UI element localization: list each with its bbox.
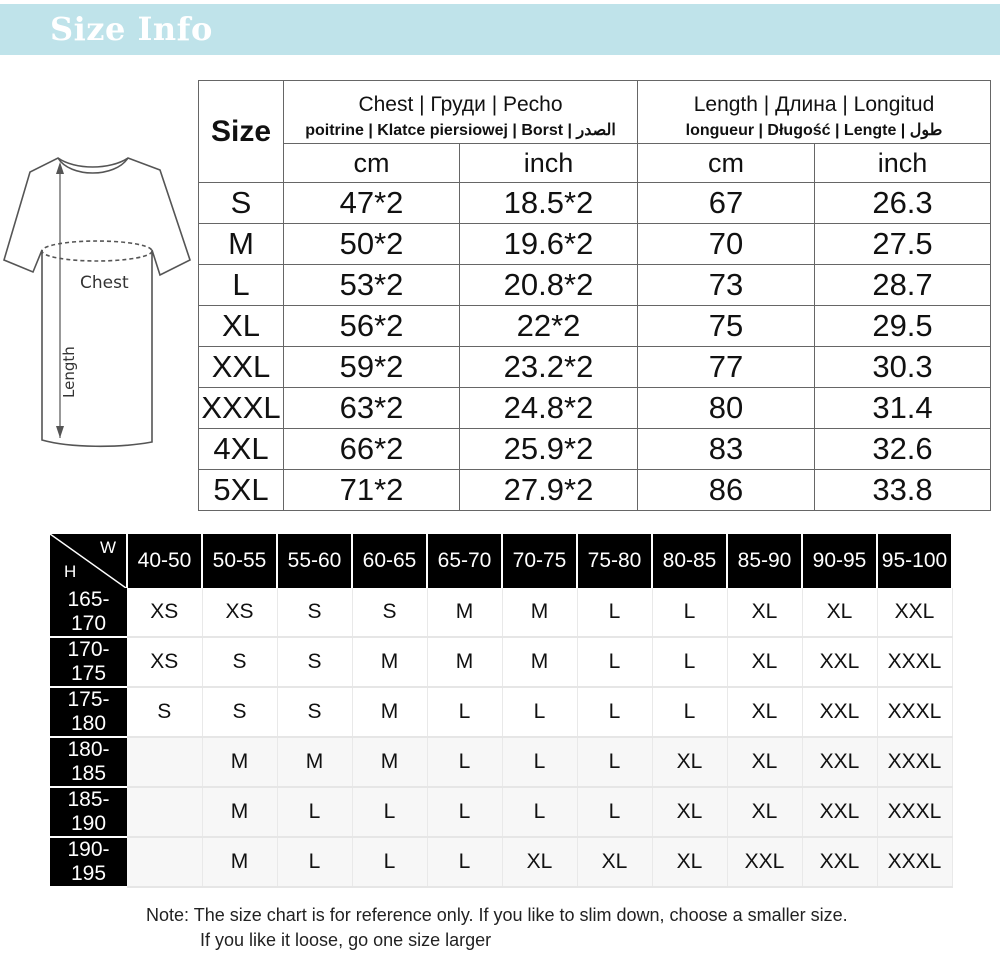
size-recommendation-cell: XS [202, 588, 277, 637]
size-recommendation-cell [127, 837, 202, 887]
size-recommendation-cell: L [277, 837, 352, 887]
size-recommendation-cell: XXXL [877, 787, 952, 837]
size-cell: XL [199, 306, 284, 347]
size-recommendation-cell: XL [727, 588, 802, 637]
unit-length-cm: cm [638, 144, 815, 183]
length-cm-cell: 80 [638, 388, 815, 429]
height-row [50, 588, 952, 637]
weight-column-header: 85-90 [727, 534, 802, 588]
chest-inch-cell: 24.8*2 [460, 388, 638, 429]
size-recommendation-cell: L [577, 637, 652, 687]
height-row-header: 175-180 [50, 687, 127, 737]
length-subheader: longueur | Długość | Lengte | طول [638, 117, 991, 144]
size-recommendation-cell: XL [727, 687, 802, 737]
chest-inch-cell: 18.5*2 [460, 183, 638, 224]
size-recommendation-cell: XS [127, 637, 202, 687]
chest-cm-cell: 53*2 [284, 265, 460, 306]
size-recommendation-cell: L [577, 588, 652, 637]
length-inch-cell: 26.3 [815, 183, 991, 224]
length-header: Length | Длина | Longitud [638, 81, 991, 118]
length-inch-cell: 28.7 [815, 265, 991, 306]
length-label: Length [60, 346, 78, 398]
size-recommendation-cell: L [352, 837, 427, 887]
length-cm-cell: 77 [638, 347, 815, 388]
size-recommendation-cell: XXL [802, 687, 877, 737]
size-recommendation-cell: XXL [802, 737, 877, 787]
size-cell: XXL [199, 347, 284, 388]
size-header: Size [199, 81, 284, 183]
size-recommendation-cell: M [427, 637, 502, 687]
chest-inch-cell: 19.6*2 [460, 224, 638, 265]
weight-column-header: 90-95 [802, 534, 877, 588]
size-recommendation-cell: L [427, 737, 502, 787]
height-row [50, 687, 952, 737]
length-inch-cell: 33.8 [815, 470, 991, 511]
size-recommendation-cell: XL [502, 837, 577, 887]
size-recommendation-cell: M [427, 588, 502, 637]
length-inch-cell: 31.4 [815, 388, 991, 429]
size-recommendation-cell: M [352, 737, 427, 787]
height-row [50, 837, 952, 887]
size-recommendation-cell: L [502, 737, 577, 787]
length-cm-cell: 75 [638, 306, 815, 347]
chest-subheader: poitrine | Klatce piersiowej | Borst | الصدر [284, 117, 638, 144]
size-recommendation-cell: L [652, 588, 727, 637]
size-recommendation-cell: XL [727, 787, 802, 837]
size-cell: S [199, 183, 284, 224]
size-recommendation-cell: L [427, 787, 502, 837]
size-recommendation-cell: L [652, 687, 727, 737]
size-row [199, 388, 991, 429]
size-recommendation-cell: L [427, 687, 502, 737]
weight-column-header: 65-70 [427, 534, 502, 588]
size-recommendation-cell: L [577, 737, 652, 787]
size-recommendation-cell: M [202, 737, 277, 787]
unit-length-inch: inch [815, 144, 991, 183]
chest-cm-cell: 66*2 [284, 429, 460, 470]
weight-column-header: 95-100 [877, 534, 952, 588]
chest-inch-cell: 27.9*2 [460, 470, 638, 511]
size-recommendation-cell: XXXL [877, 687, 952, 737]
size-recommendation-cell: XXXL [877, 637, 952, 687]
chest-header: Chest | Груди | Pecho [284, 81, 638, 118]
size-recommendation-cell: XS [127, 588, 202, 637]
height-row-header: 185-190 [50, 787, 127, 837]
tshirt-diagram [0, 150, 195, 450]
header-banner [0, 4, 1000, 55]
size-recommendation-cell: XXXL [877, 837, 952, 887]
size-recommendation-cell: L [577, 687, 652, 737]
length-inch-cell: 30.3 [815, 347, 991, 388]
size-recommendation-cell: XL [652, 737, 727, 787]
weight-column-header: 70-75 [502, 534, 577, 588]
height-weight-table [50, 534, 953, 888]
size-recommendation-cell: XXL [802, 837, 877, 887]
size-recommendation-cell: S [277, 588, 352, 637]
size-recommendation-cell: S [352, 588, 427, 637]
weight-axis-label: W [99, 538, 116, 557]
weight-column-header: 55-60 [277, 534, 352, 588]
size-cell: 4XL [199, 429, 284, 470]
height-row [50, 637, 952, 687]
size-recommendation-cell: XXL [802, 637, 877, 687]
length-cm-cell: 67 [638, 183, 815, 224]
size-recommendation-cell: M [352, 687, 427, 737]
chest-cm-cell: 50*2 [284, 224, 460, 265]
chest-inch-cell: 20.8*2 [460, 265, 638, 306]
size-recommendation-cell: M [202, 837, 277, 887]
chest-cm-cell: 56*2 [284, 306, 460, 347]
size-recommendation-cell: XL [727, 637, 802, 687]
size-recommendation-cell: L [427, 837, 502, 887]
size-recommendation-cell: S [277, 637, 352, 687]
size-row [199, 224, 991, 265]
size-recommendation-cell: XL [727, 737, 802, 787]
size-cell: M [199, 224, 284, 265]
chest-inch-cell: 22*2 [460, 306, 638, 347]
size-recommendation-cell: XL [802, 588, 877, 637]
size-recommendation-cell [127, 787, 202, 837]
chest-inch-cell: 23.2*2 [460, 347, 638, 388]
chest-label: Chest [80, 273, 129, 293]
size-recommendation-cell: XXL [727, 837, 802, 887]
length-cm-cell: 70 [638, 224, 815, 265]
height-row-header: 170-175 [50, 637, 127, 687]
length-inch-cell: 29.5 [815, 306, 991, 347]
size-recommendation-cell: M [277, 737, 352, 787]
length-cm-cell: 83 [638, 429, 815, 470]
size-recommendation-cell: S [277, 687, 352, 737]
size-row [199, 183, 991, 224]
size-recommendation-cell: M [502, 637, 577, 687]
size-recommendation-cell: XL [652, 837, 727, 887]
size-recommendation-cell: XL [577, 837, 652, 887]
weight-column-header: 80-85 [652, 534, 727, 588]
size-row [199, 265, 991, 306]
size-recommendation-cell: M [502, 588, 577, 637]
size-recommendation-cell: S [127, 687, 202, 737]
size-row [199, 429, 991, 470]
height-row-header: 180-185 [50, 737, 127, 787]
weight-column-header: 60-65 [352, 534, 427, 588]
size-recommendation-cell: XXL [877, 588, 952, 637]
size-recommendation-cell: M [352, 637, 427, 687]
unit-chest-inch: inch [460, 144, 638, 183]
length-cm-cell: 73 [638, 265, 815, 306]
note-line-1: Note: The size chart is for reference only. If you like to slim down, choose a smaller size. [146, 905, 848, 925]
size-recommendation-cell: XL [652, 787, 727, 837]
chest-cm-cell: 59*2 [284, 347, 460, 388]
unit-chest-cm: cm [284, 144, 460, 183]
size-cell: XXXL [199, 388, 284, 429]
size-recommendation-cell: XXXL [877, 737, 952, 787]
chest-cm-cell: 63*2 [284, 388, 460, 429]
size-note [146, 903, 848, 953]
size-recommendation-cell: S [202, 687, 277, 737]
chest-cm-cell: 47*2 [284, 183, 460, 224]
height-row [50, 737, 952, 787]
note-line-2: If you like it loose, go one size larger [200, 930, 492, 950]
size-recommendation-cell: L [577, 787, 652, 837]
height-row-header: 165-170 [50, 588, 127, 637]
size-recommendation-cell: S [202, 637, 277, 687]
page-title: Size Info [50, 10, 213, 48]
size-row [199, 306, 991, 347]
height-axis-label: H [64, 562, 77, 581]
weight-column-header: 40-50 [127, 534, 202, 588]
size-recommendation-cell: L [502, 787, 577, 837]
size-recommendation-cell: L [652, 637, 727, 687]
weight-column-header: 50-55 [202, 534, 277, 588]
size-cell: L [199, 265, 284, 306]
size-recommendation-cell [127, 737, 202, 787]
size-recommendation-cell: L [352, 787, 427, 837]
size-row [199, 470, 991, 511]
length-inch-cell: 27.5 [815, 224, 991, 265]
length-inch-cell: 32.6 [815, 429, 991, 470]
length-cm-cell: 86 [638, 470, 815, 511]
size-recommendation-cell: XXL [802, 787, 877, 837]
hw-corner [50, 534, 127, 588]
height-row [50, 787, 952, 837]
weight-column-header: 75-80 [577, 534, 652, 588]
chest-cm-cell: 71*2 [284, 470, 460, 511]
size-cell: 5XL [199, 470, 284, 511]
size-recommendation-cell: M [202, 787, 277, 837]
size-recommendation-cell: L [502, 687, 577, 737]
size-row [199, 347, 991, 388]
height-row-header: 190-195 [50, 837, 127, 887]
size-chart-table [198, 80, 991, 511]
chest-inch-cell: 25.9*2 [460, 429, 638, 470]
size-recommendation-cell: L [277, 787, 352, 837]
